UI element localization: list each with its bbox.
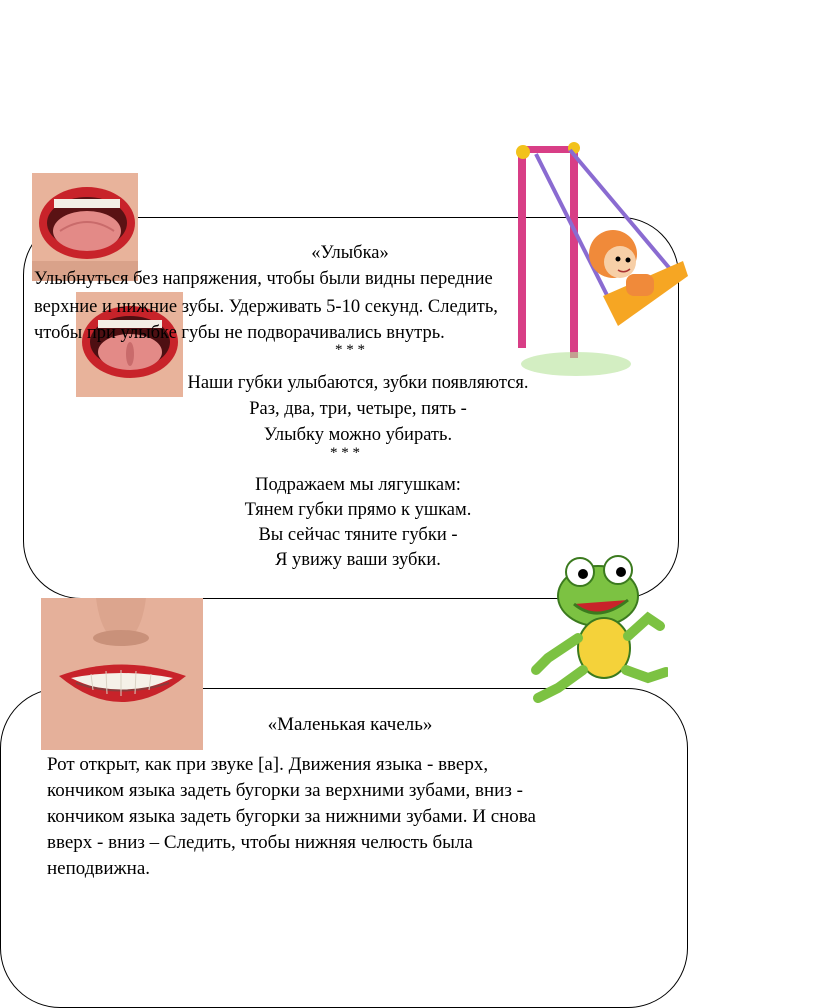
separator-stars-1: * * *	[335, 342, 365, 358]
smile-photo	[41, 598, 203, 750]
poem2-line-1: Подражаем мы лягушкам:	[255, 475, 461, 495]
poem2-line-4: Я увижу ваши зубки.	[275, 550, 441, 570]
card1-instruction-line-1: Улыбнуться без напряжения, чтобы были видны передние	[34, 269, 493, 289]
poem1-line-3: Улыбку можно убирать.	[263, 425, 453, 445]
card2-instruction-line-5: неподвижна.	[47, 858, 151, 879]
poem1-line-1: Наши губки улыбаются, зубки появляются.	[187, 373, 529, 393]
card2-instruction-line-1: Рот открыт, как при звуке [а]. Движения языка ‑ вверх,	[47, 754, 489, 775]
card1-instruction-line-2: верхние и нижние зубы. Удерживать 5‑10 секунд. Следить,	[34, 297, 498, 317]
poem2-line-3: Вы сейчас тяните губки ‑	[258, 525, 458, 545]
card2-instruction-line-2: кончиком языка задеть бугорки за верхними зубами, вниз ‑	[47, 780, 523, 801]
card2-instruction-line-3: кончиком языка задеть бугорки за нижними зубами. И снова	[47, 806, 536, 827]
card1-instruction-line-3: чтобы при улыбке губы не подворачивались внутрь.	[34, 323, 445, 343]
frog-illustration	[528, 548, 668, 710]
mouth-tongue-photo-1	[32, 173, 138, 281]
poem2-line-2: Тянем губки прямо к ушкам.	[244, 500, 472, 520]
card2-instruction-line-4: вверх ‑ вниз – Следить, чтобы нижняя челюсть была	[47, 832, 473, 853]
separator-stars-2: * * *	[330, 445, 360, 461]
swing-illustration	[508, 136, 698, 380]
poem1-line-2: Раз, два, три, четыре, пять ‑	[249, 399, 467, 419]
card1-title: «Улыбка»	[311, 243, 389, 263]
card2-title: «Маленькая качель»	[267, 714, 433, 735]
